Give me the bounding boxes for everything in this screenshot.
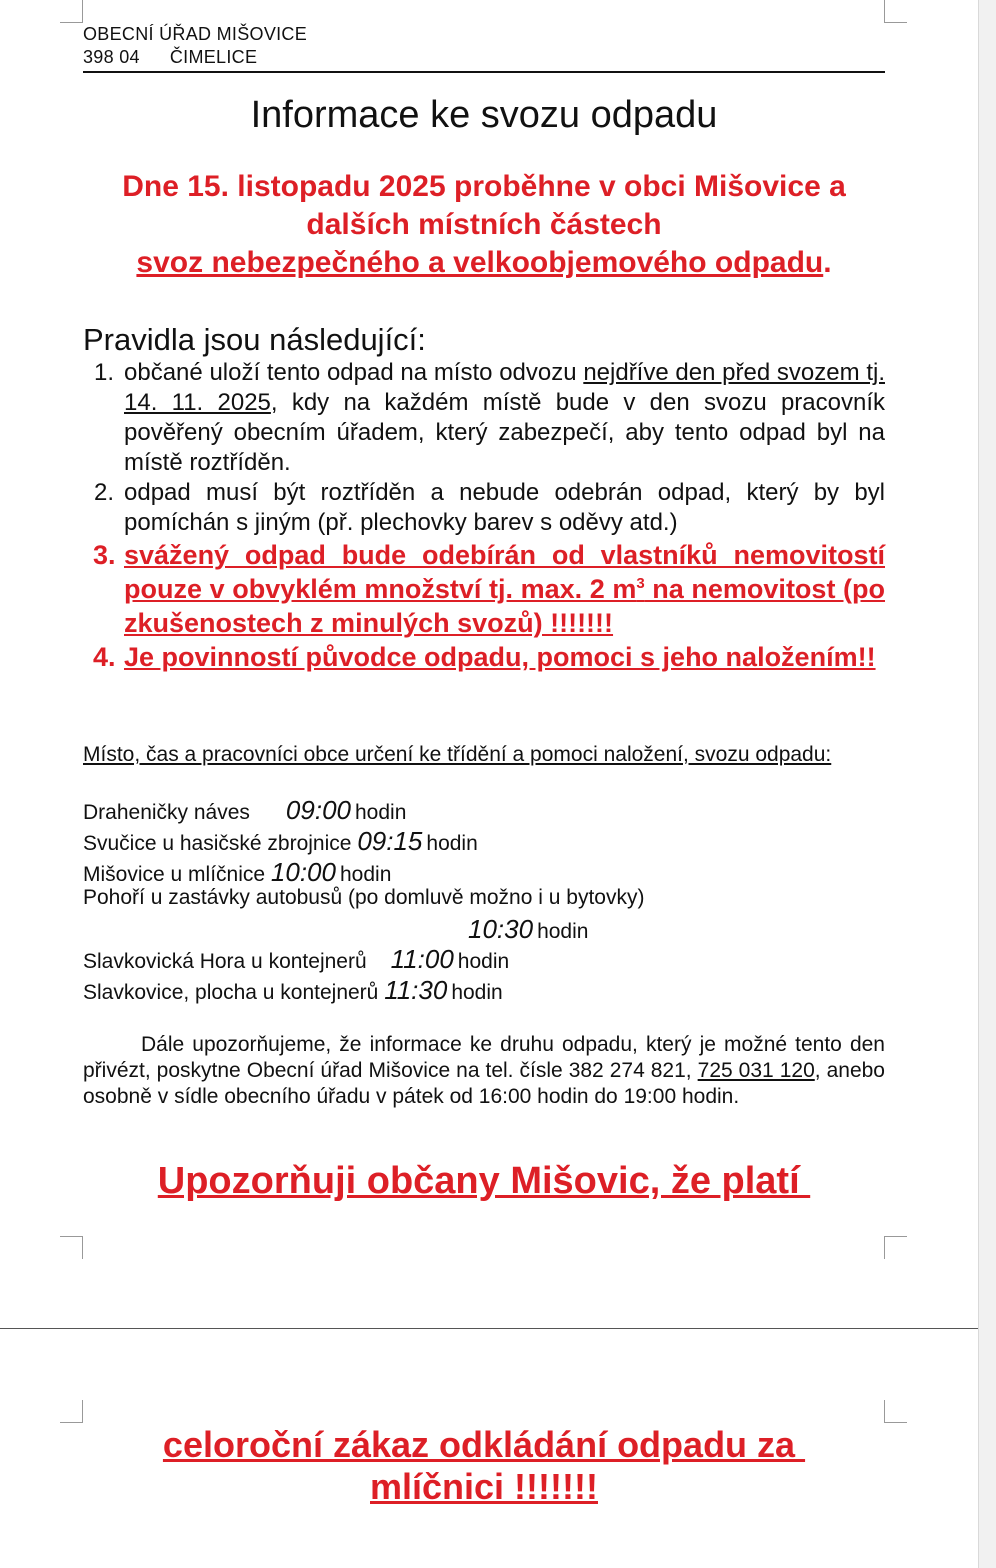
schedule-row-time: 10:30 hodin [468,914,589,944]
rule-item: 2. odpad musí být roztříděn a nebude odebrán odpad, který by byl pomíchán s jiným (př. plechovky barev s oděvy atd.) [94,479,885,536]
schedule-row: Draheničky náves 09:00 hodin [83,795,407,825]
margin-corner-mark [60,1236,83,1259]
rules-heading: Pravidla jsou následující: [83,322,426,357]
margin-corner-mark [884,1236,907,1259]
postcode: 398 04 [83,47,140,67]
office-address [83,47,257,68]
rule-item: 3. svážený odpad bude odebírán od vlastníků nemovitostí pouze v obvyklém množství tj. max. 2 $m^3$ na nemovitost (po zkušenostech z minulých svozů) !!!!!!! [93,540,886,638]
warning-line-2: celoroční zákaz odkládání odpadu za mlíčnici !!!!!!! [162,1424,806,1507]
city: ČIMELICE [169,47,258,67]
margin-corner-mark [60,1400,83,1423]
schedule-heading: Místo, čas a pracovníci obce určení ke třídění a pomoci naložení, svozu odpadu: [83,743,832,766]
schedule-row: Mišovice u mlíčnice 10:00 hodin [83,857,392,887]
document-title: Informace ke svozu odpadu [250,94,718,136]
notice-line-3: svoz nebezpečného a velkoobjemového odpadu. [136,246,832,279]
schedule-row: Svučice u hasičské zbrojnice 09:15 hodin [83,826,478,856]
header-rule [83,71,885,73]
margin-corner-mark [884,1400,907,1423]
page-break-line [0,1328,978,1329]
warning-line-1: Upozorňuji občany Mišovic, že platí [157,1160,811,1202]
margin-corner-mark [60,0,83,23]
page-gap [0,1262,978,1328]
collection-notice [83,168,885,282]
schedule-row: Slavkovická Hora u kontejnerů 11:00 hodin [83,944,510,974]
margin-corner-mark [884,0,907,23]
rule-item: 1. občané uloží tento odpad na místo odvozu nejdříve den před svozem tj. 14. 11. 2025, kdy na každém místě bude v den svozu pracovník pověřený obecním úřadem, který zabezpečí, aby tento odpad byl na místě roztříděn. [94,359,885,476]
notice-line-1: Dne 15. listopadu 2025 proběhne v obci Mišovice a [122,170,846,203]
schedule-row: Slavkovice, plocha u kontejnerů 11:30 hodin [83,975,503,1005]
rule-item: 4. Je povinností původce odpadu, pomoci s jeho naložením!! [93,642,876,672]
page-scroll-gutter[interactable] [978,0,996,1568]
office-name: OBECNÍ ÚŘAD MIŠOVICE [83,24,308,44]
info-paragraph: Dále upozorňujeme, že informace ke druhu odpadu, který je možné tento den přivézt, poskytne Obecní úřad Mišovice na tel. čísle 382 274 821, 725 031 120, anebo osobně v sídle obecního úřadu v pátek od 16:00 hodin do 19:00 hodin. [83,1033,885,1108]
notice-line-2: dalších místních částech [306,208,662,241]
schedule-row: Pohoří u zastávky autobusů (po domluvě možno i u bytovky) [83,886,645,909]
phone-number: 725 031 120 [697,1059,815,1082]
rules-list [83,358,885,674]
